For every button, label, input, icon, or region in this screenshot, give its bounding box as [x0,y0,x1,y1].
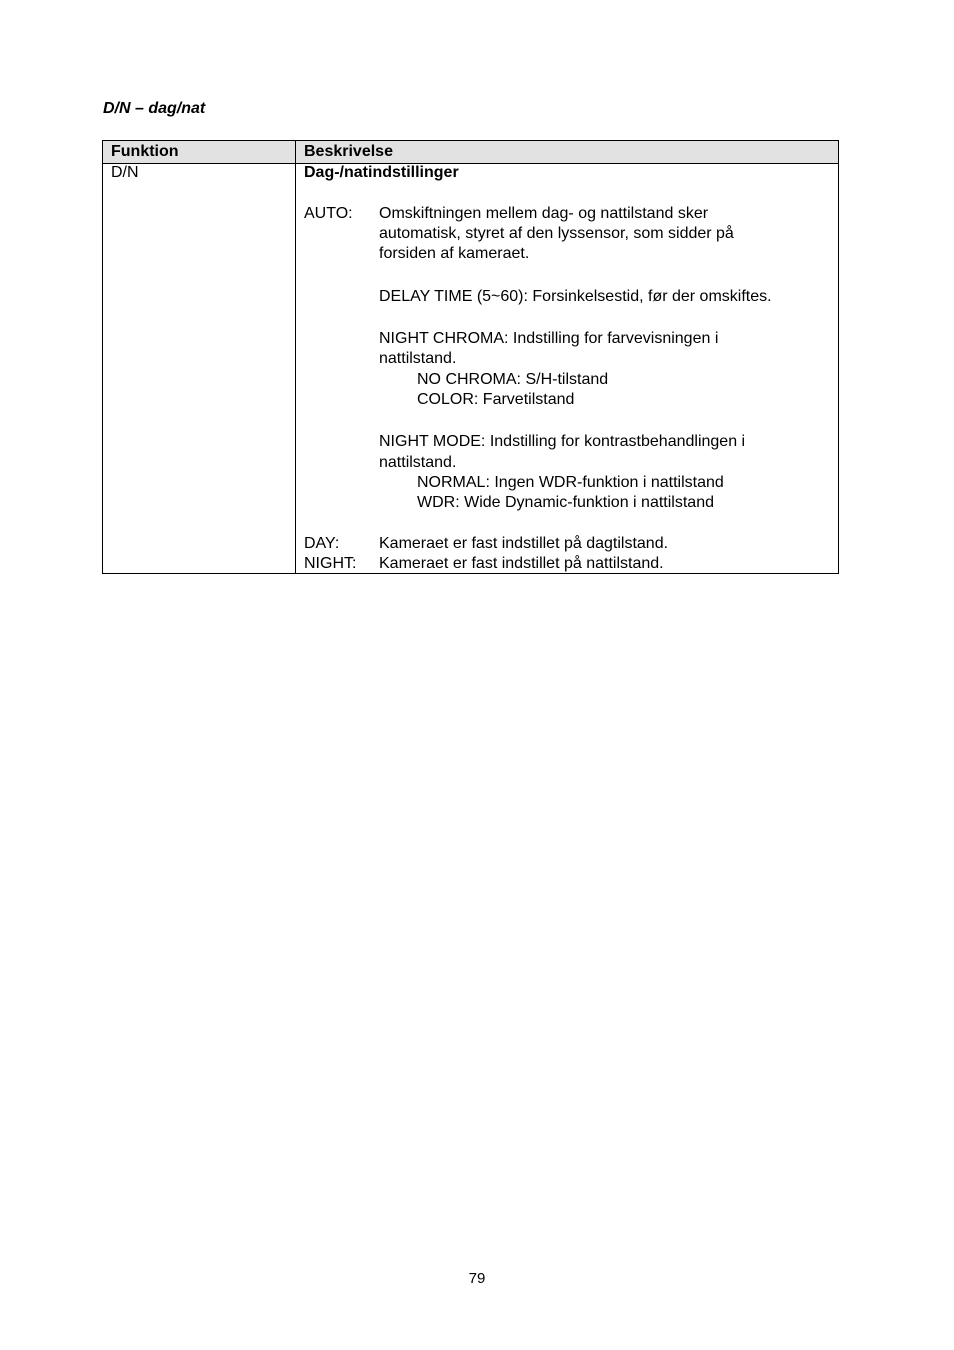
section-heading: D/N – dag/nat [103,100,206,117]
function-cell: D/N [111,164,139,181]
header-funktion: Funktion [111,143,179,160]
night-mode-option-1: NORMAL: Ingen WDR-funktion i nattilstand [417,474,724,491]
night-mode-option-2: WDR: Wide Dynamic-funktion i nattilstand [417,494,714,511]
night-label: NIGHT: [304,555,357,572]
function-table [102,140,839,574]
auto-line-3: forsiden af kameraet. [379,245,530,262]
night-chroma-option-1: NO CHROMA: S/H-tilstand [417,371,609,388]
night-chroma-line-2: nattilstand. [379,350,457,367]
auto-line-2: automatisk, styret af den lyssensor, som sidder på [379,225,734,242]
auto-label: AUTO: [304,205,353,222]
night-mode-line-1: NIGHT MODE: Indstilling for kontrastbehandlingen i [379,433,746,450]
column-divider [295,141,296,573]
day-label: DAY: [304,535,340,552]
night-chroma-line-1: NIGHT CHROMA: Indstilling for farvevisningen i [379,330,719,347]
day-text: Kameraet er fast indstillet på dagtilstand. [379,535,669,552]
auto-line-1: Omskiftningen mellem dag- og nattilstand sker [379,205,709,222]
delay-time-text: DELAY TIME (5~60): Forsinkelsestid, før der omskiftes. [379,288,772,305]
night-mode-line-2: nattilstand. [379,454,457,471]
description-title: Dag-/natindstillinger [304,164,459,181]
night-text: Kameraet er fast indstillet på nattilstand. [379,555,664,572]
page-number: 79 [468,1270,486,1287]
table-header-row [103,141,838,164]
header-beskrivelse: Beskrivelse [304,143,393,160]
night-chroma-option-2: COLOR: Farvetilstand [417,391,575,408]
